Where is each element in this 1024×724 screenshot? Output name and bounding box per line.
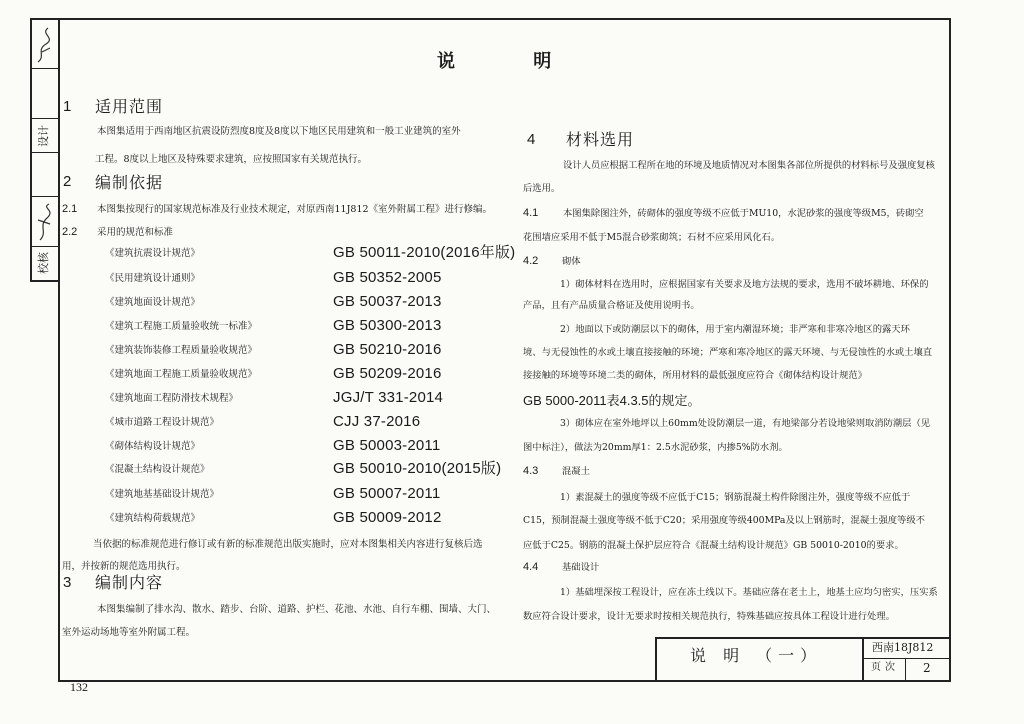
- body-line: 采用的规范和标准: [97, 227, 174, 238]
- standard-code: GB 50010-2010(2015版): [333, 460, 502, 477]
- body-line: GB 5000-2011表4.3.5的规定。: [523, 393, 701, 408]
- design-label: 设计: [37, 125, 50, 147]
- title-block-left-line: [655, 637, 657, 681]
- body-line: 接接触的环境等环境二类的砌体，所用材料的最低强度应符合《砌体结构设计规范》: [523, 370, 867, 381]
- body-line: 产品，且有产品质量合格证及使用说明书。: [523, 300, 700, 311]
- standard-code: GB 50007-2011: [333, 485, 441, 502]
- body-line: 室外运动场地等室外附属工程。: [62, 627, 196, 638]
- page-title: 说 明: [437, 51, 588, 72]
- subsection-title: 砌体: [562, 256, 581, 267]
- standard-name: 《建筑工程施工质量验收统一标准》: [105, 321, 258, 332]
- body-line: 数应符合设计要求，设计无要求时按相关规范执行，特殊基础应按具体工程设计进行处理。: [523, 611, 895, 622]
- body-line: 图中标注），做法为20mm厚1：2.5水泥砂浆，内掺5%防水剂。: [523, 442, 788, 453]
- title-block-divider: [905, 658, 906, 681]
- subsection-title: 混凝土: [562, 466, 590, 477]
- page-label: 页次: [871, 662, 899, 673]
- title-block-divider: [862, 637, 864, 681]
- atlas-number: 西南18J812: [872, 641, 934, 654]
- standard-name: 《建筑地面设计规范》: [105, 297, 201, 308]
- frame-bottom-line: [58, 680, 951, 682]
- strip-divider: [30, 152, 59, 153]
- standard-name: 《砌体结构设计规范》: [105, 441, 201, 452]
- section-heading: 编制内容: [95, 573, 164, 592]
- standard-name: 《建筑结构荷载规范》: [105, 513, 201, 524]
- standard-name: 《城市道路工程设计规范》: [105, 417, 220, 428]
- body-line: 1）素混凝土的强度等级不应低于C15；钢筋混凝土构件除图注外，强度等级不应低于: [560, 492, 911, 503]
- body-line: 本图集除图注外，砖砌体的强度等级不应低于MU10，水泥砂浆的强度等级M5，砖砌空: [563, 208, 924, 219]
- strip-divider: [30, 196, 59, 197]
- section-number: 3: [63, 574, 72, 591]
- page-number: 132: [70, 680, 88, 694]
- subsection-number: 4.4: [523, 561, 539, 573]
- standard-name: 《建筑地基基础设计规范》: [105, 489, 220, 500]
- standard-code: GB 50037-2013: [333, 293, 442, 310]
- subsection-number: 4.2: [523, 255, 539, 267]
- frame-top-line: [30, 18, 951, 20]
- body-line: 3）砌体应在室外地坪以上60mm处设防潮层一道，有地梁部分若设地梁则取消防潮层（见: [560, 418, 931, 429]
- standard-code: GB 50209-2016: [333, 365, 442, 382]
- standard-code: GB 50011-2010(2016年版): [333, 244, 516, 261]
- body-line: C15，预制混凝土强度等级不低于C20；采用强度等级400MPa及以上钢筋时，混凝土强度等级不: [523, 515, 925, 526]
- signature-mark: [32, 200, 56, 244]
- subsection-number: 2.1: [62, 203, 78, 215]
- standard-name: 《建筑地面工程防滑技术规程》: [105, 393, 239, 404]
- body-line: 花围墙应采用不低于M5混合砂浆砌筑；石材不应采用风化石。: [523, 232, 781, 243]
- standard-name: 《建筑装饰装修工程质量验收规范》: [105, 345, 258, 356]
- strip-bottom-line: [30, 280, 59, 282]
- strip-divider: [30, 68, 59, 69]
- strip-divider: [30, 246, 59, 247]
- body-line: 境、与无侵蚀性的水或土壤直接接触的环境；严寒和寒冷地区的露天环境、与无侵蚀性的水或土壤直: [523, 347, 933, 358]
- signature-mark: [32, 22, 56, 66]
- body-line: 本图集编制了排水沟、散水、踏步、台阶、道路、护栏、花池、水池、自行车棚、围墙、大门、: [97, 604, 497, 615]
- standard-code: GB 50352-2005: [333, 269, 442, 286]
- standard-code: GB 50003-2011: [333, 437, 441, 454]
- title-block-divider: [862, 658, 950, 659]
- standard-name: 《建筑地面工程施工质量验收规范》: [105, 369, 258, 380]
- section-heading: 适用范围: [95, 97, 164, 116]
- standard-code: GB 50210-2016: [333, 341, 442, 358]
- standard-code: JGJ/T 331-2014: [333, 389, 444, 406]
- body-line: 应低于C25。钢筋的混凝土保护层应符合《混凝土结构设计规范》GB 50010-2010的要求。: [523, 540, 904, 551]
- body-line: 本图集适用于西南地区抗震设防烈度8度及8度以下地区民用建筑和一般工业建筑的室外: [97, 126, 461, 137]
- body-line: 1）基础埋深按工程设计，应在冻土线以下。基础应落在老土上，地基土应均匀密实，压实系: [560, 587, 938, 598]
- subsection-number: 4.3: [523, 465, 539, 477]
- body-line: 1）砌体材料在选用时，应根据国家有关要求及地方法规的要求，选用不破坏耕地、环保的: [560, 279, 929, 290]
- section-heading: 材料选用: [566, 130, 635, 149]
- body-line: 本图集按现行的国家规范标准及行业技术规定，对原西南11J812《室外附属工程》进行修编。: [97, 204, 493, 215]
- body-line: 2）地面以下或防潮层以下的砌体，用于室内潮湿环境；非严寒和非寒冷地区的露天环: [560, 324, 910, 335]
- title-block-top-line: [655, 637, 950, 639]
- section-number: 2: [63, 173, 72, 190]
- standard-name: 《混凝土结构设计规范》: [105, 464, 210, 475]
- section-heading: 编制依据: [95, 173, 164, 192]
- standard-name: 《民用建筑设计通则》: [105, 273, 201, 284]
- frame-right-line: [949, 18, 951, 681]
- standard-code: GB 50300-2013: [333, 317, 442, 334]
- subsection-number: 4.1: [523, 207, 539, 219]
- subsection-number: 2.2: [62, 226, 78, 238]
- body-line: 用，并按新的规范选用执行。: [62, 561, 186, 572]
- title-block-name: 说 明 （一）: [690, 646, 823, 665]
- body-line: 设计人员应根据工程所在地的环境及地质情况对本图集各部位所提供的材料标号及强度复核: [563, 160, 935, 171]
- body-line: 后选用。: [523, 183, 561, 194]
- standard-code: GB 50009-2012: [333, 509, 442, 526]
- page-value: 2: [923, 661, 931, 675]
- section-number: 4: [527, 131, 536, 148]
- standard-name: 《建筑抗震设计规范》: [105, 248, 201, 259]
- body-line: 工程。8度以上地区及特殊要求建筑，应按照国家有关规范执行。: [95, 154, 368, 165]
- section-number: 1: [63, 98, 72, 115]
- subsection-title: 基础设计: [562, 562, 600, 573]
- check-label: 校核: [37, 252, 50, 274]
- strip-divider: [30, 118, 59, 119]
- body-line: 当依据的标准规范进行修订或有新的标准规范出版实施时，应对本图集相关内容进行复核后选: [93, 539, 483, 550]
- standard-code: CJJ 37-2016: [333, 413, 421, 430]
